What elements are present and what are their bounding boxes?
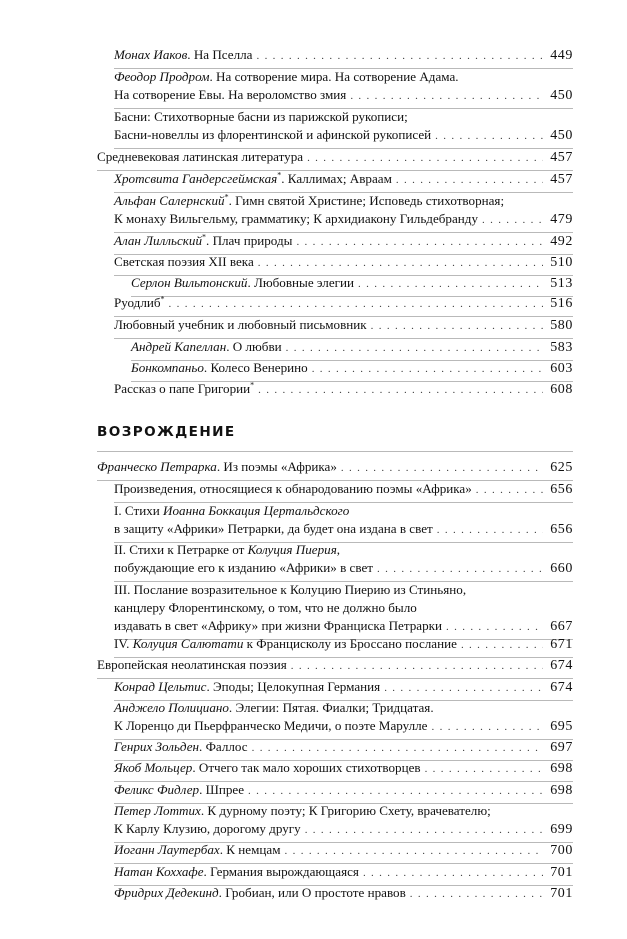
page-number: 660: [550, 561, 573, 576]
toc-entry[interactable]: [114, 108, 573, 149]
entry-continuation: К Карлу Клузию, дорогому другу: [114, 821, 301, 836]
author-name: Хротсвита Гандерсгеймская: [114, 171, 278, 186]
dot-leader: [432, 718, 544, 736]
entry-continuation: издавать в свет «Африку» при жизни Франциска Петрарки: [114, 618, 443, 633]
entry-title: [114, 68, 459, 86]
entry-title: [114, 294, 165, 312]
entry-title: [131, 359, 308, 377]
dot-leader: [425, 760, 543, 778]
author-name: Альфан Салернский: [114, 193, 225, 208]
toc-entry[interactable]: [97, 656, 573, 679]
footnote-mark: *: [250, 380, 255, 390]
entry-title: [97, 458, 337, 476]
page-number: 656: [550, 482, 573, 497]
entry-continuation: в защиту «Африки» Петрарки, да будет она издана в свет: [114, 521, 433, 536]
entry-title: [97, 148, 303, 166]
entry-title: [114, 502, 349, 520]
entry-title: [114, 678, 380, 696]
author-name: Колуция Пиерия: [247, 542, 337, 557]
title-text: . На Пселла: [187, 47, 253, 62]
title-text: I. Стихи: [114, 503, 164, 518]
entry-continuation: канцлеру Флорентинскому, о том, что не должно было: [114, 600, 417, 615]
author-name: Бонкомпаньо: [131, 360, 204, 375]
title-text: . Отчего так мало хороших стихотворцев: [192, 760, 421, 775]
toc-entry[interactable]: [114, 841, 573, 864]
title-text: . Колесо Венерино: [203, 360, 308, 375]
footnote-mark: *: [224, 192, 229, 202]
dot-leader: [341, 459, 543, 477]
page-number: 701: [550, 886, 573, 901]
toc-entry[interactable]: [114, 699, 573, 740]
title-text: . Гробиан, или О простоте нравов: [218, 885, 406, 900]
author-name: Конрад Цельтис: [114, 679, 207, 694]
toc-entry[interactable]: [114, 884, 573, 906]
page-number: 492: [550, 234, 573, 249]
title-text: IV.: [114, 636, 133, 651]
page-number: 580: [550, 318, 573, 333]
title-text: . Германия вырождающаяся: [203, 864, 359, 879]
author-name: Феликс Фидлер: [114, 782, 200, 797]
page-number: 625: [550, 460, 573, 475]
page-number: 510: [550, 255, 573, 270]
page-number: 450: [550, 128, 573, 143]
dot-leader: [410, 885, 543, 903]
title-text: . На сотворение мира. На сотворение Адама.: [209, 69, 459, 84]
toc-entry[interactable]: [114, 380, 573, 402]
toc-entry[interactable]: [131, 359, 573, 382]
author-name: Андрей Капеллан: [131, 339, 227, 354]
entry-title: [114, 170, 392, 188]
page-number: 674: [550, 658, 573, 673]
page-number: 697: [550, 740, 573, 755]
entry-title: [114, 108, 408, 126]
entry-title: [114, 635, 457, 653]
author-name: Колуция Салютати: [132, 636, 244, 651]
title-text: . Шпрее: [199, 782, 245, 797]
author-name: Анджело Полициано: [114, 700, 229, 715]
title-text: . К немцам: [219, 842, 281, 857]
toc-entry[interactable]: [131, 338, 573, 361]
toc-entry[interactable]: [114, 802, 573, 843]
entry-title: [114, 232, 292, 250]
title-text: ,: [336, 542, 341, 557]
dot-leader: [437, 521, 543, 539]
toc-entry[interactable]: [114, 863, 573, 886]
author-name: Иоанна Боккация Цертальдского: [163, 503, 350, 518]
page-number: 457: [550, 150, 573, 165]
title-text: II. Стихи к Петрарке от: [114, 542, 248, 557]
toc-entry[interactable]: [114, 316, 573, 339]
entry-title: [131, 338, 282, 356]
dot-leader: [169, 295, 543, 313]
title-text: . Гимн святой Христине; Исповедь стихотворная;: [228, 193, 505, 208]
title-text: . Любовные элегии: [247, 275, 355, 290]
section-heading: ВОЗРОЖДЕНИЕ: [97, 424, 236, 440]
dot-leader: [286, 339, 543, 357]
title-text: Любовный учебник и любовный письмовник: [114, 317, 367, 332]
entry-title: [114, 884, 406, 902]
toc-entry[interactable]: [114, 581, 573, 640]
entry-title: [114, 841, 281, 859]
page-number: 700: [550, 843, 573, 858]
footnote-mark: *: [160, 294, 165, 304]
title-text: Произведения, относящиеся к обнародованию поэмы «Африка»: [114, 481, 472, 496]
toc-entry[interactable]: [114, 502, 573, 543]
toc-entry[interactable]: [114, 192, 573, 233]
dot-leader: [476, 481, 543, 499]
dot-leader: [256, 47, 543, 65]
author-name: Якоб Мольцер: [114, 760, 193, 775]
entry-title: [114, 480, 472, 498]
dot-leader: [371, 317, 543, 335]
toc-entry[interactable]: [114, 480, 573, 503]
dot-leader: [258, 254, 543, 272]
toc-entry[interactable]: [97, 458, 573, 481]
entry-continuation: Басни-новеллы из флорентинской и афинской рукописей: [114, 127, 432, 142]
author-name: Петер Лоттих: [114, 803, 201, 818]
title-text: . Из поэмы «Африка»: [216, 459, 337, 474]
toc-entry[interactable]: [114, 541, 573, 582]
title-text: Рассказ о папе Григории: [114, 381, 251, 396]
entry-title: [114, 192, 504, 210]
entry-continuation: К монаху Вильгельму, грамматику; К архидиакону Гильдебранду: [114, 211, 478, 226]
page-number: 513: [550, 276, 573, 291]
title-text: . Эподы; Целокупная Германия: [206, 679, 381, 694]
entry-continuation: На сотворение Евы. На вероломство змия: [114, 87, 347, 102]
dot-leader: [312, 360, 543, 378]
page-number: 698: [550, 761, 573, 776]
author-name: Франческо Петрарка: [97, 459, 217, 474]
entry-continuation: К Лоренцо ди Пьерфранческо Медичи, о поэте Марулле: [114, 718, 428, 733]
dot-leader: [377, 560, 543, 578]
page-number: 674: [550, 680, 573, 695]
page-number: 701: [550, 865, 573, 880]
dot-leader: [435, 127, 543, 145]
dot-leader: [285, 842, 543, 860]
toc-entry[interactable]: [114, 232, 573, 255]
entry-title: [114, 46, 252, 64]
title-text: Руодлиб: [114, 295, 161, 310]
page-number: 449: [550, 48, 573, 63]
footnote-mark: *: [277, 170, 282, 180]
dot-leader: [307, 149, 543, 167]
entry-title: [114, 581, 466, 599]
author-name: Серлон Вильтонский: [131, 275, 248, 290]
author-name: Фридрих Дедекинд: [114, 885, 219, 900]
entry-title: [114, 253, 254, 271]
entry-title: [131, 274, 354, 292]
title-text: . Каллимах; Авраам: [281, 171, 392, 186]
toc-entry[interactable]: [114, 738, 573, 761]
page-number: 656: [550, 522, 573, 537]
toc-entry[interactable]: [114, 635, 573, 658]
dot-leader: [446, 618, 543, 636]
dot-leader: [396, 171, 543, 189]
dot-leader: [384, 679, 543, 697]
title-text: к Францисколу из Броссано послание: [243, 636, 457, 651]
author-name: Монах Иаков: [114, 47, 188, 62]
dot-leader: [461, 636, 543, 654]
title-text: . К дурному поэту; К Григорию Схету, врачевателю;: [200, 803, 491, 818]
dot-leader: [296, 233, 543, 251]
title-text: Европейская неолатинская поэзия: [97, 657, 287, 672]
title-text: Светская поэзия XII века: [114, 254, 254, 269]
toc-entry[interactable]: [114, 68, 573, 109]
toc-entry[interactable]: [114, 781, 573, 804]
dot-leader: [258, 381, 543, 399]
page-number: 516: [550, 296, 573, 311]
entry-title: [97, 656, 287, 674]
page-number: 699: [550, 822, 573, 837]
toc-entry[interactable]: [114, 759, 573, 782]
author-name: Натан Коххафе: [114, 864, 204, 879]
author-name: Феодор Продром: [114, 69, 210, 84]
author-name: Алан Лилльский: [114, 233, 203, 248]
dot-leader: [248, 782, 543, 800]
toc-entry[interactable]: [97, 148, 573, 171]
page-number: 698: [550, 783, 573, 798]
entry-title: [114, 863, 359, 881]
page-number: 457: [550, 172, 573, 187]
toc-entry[interactable]: [114, 294, 573, 317]
toc-entry[interactable]: [114, 170, 573, 193]
title-text: III. Послание возразительное к Колуцию Пиерию из Стиньяно,: [114, 582, 467, 597]
title-text: Басни: Стихотворные басни из парижской рукописи;: [114, 109, 408, 124]
title-text: Средневековая латинская литература: [97, 149, 304, 164]
dot-leader: [482, 211, 543, 229]
entry-title: [114, 759, 421, 777]
title-text: . Фаллос: [199, 739, 248, 754]
dot-leader: [350, 87, 543, 105]
entry-title: [114, 699, 434, 717]
page-number: 671: [550, 637, 573, 652]
page-number: 667: [550, 619, 573, 634]
dot-leader: [305, 821, 543, 839]
footnote-mark: *: [202, 232, 207, 242]
dot-leader: [358, 275, 543, 293]
title-text: . О любви: [226, 339, 282, 354]
page-number: 608: [550, 382, 573, 397]
toc-entry[interactable]: [114, 46, 573, 69]
entry-title: [114, 781, 244, 799]
page-number: 479: [550, 212, 573, 227]
toc-entry[interactable]: [114, 253, 573, 276]
title-text: . Плач природы: [206, 233, 293, 248]
entry-title: [114, 738, 248, 756]
entry-title: [114, 316, 367, 334]
section-divider: [97, 451, 573, 452]
title-text: . Элегии: Пятая. Фиалки; Тридцатая.: [228, 700, 434, 715]
entry-title: [114, 541, 340, 559]
author-name: Иоганн Лаутербах: [114, 842, 220, 857]
page-number: 603: [550, 361, 573, 376]
page-number: 583: [550, 340, 573, 355]
dot-leader: [291, 657, 543, 675]
page-number: 450: [550, 88, 573, 103]
page-number: 695: [550, 719, 573, 734]
author-name: Генрих Зольден: [114, 739, 200, 754]
dot-leader: [363, 864, 543, 882]
dot-leader: [252, 739, 543, 757]
entry-continuation: побуждающие его к изданию «Африки» в свет: [114, 560, 374, 575]
entry-title: [114, 802, 491, 820]
entry-title: [114, 380, 254, 398]
toc-entry[interactable]: [114, 678, 573, 701]
